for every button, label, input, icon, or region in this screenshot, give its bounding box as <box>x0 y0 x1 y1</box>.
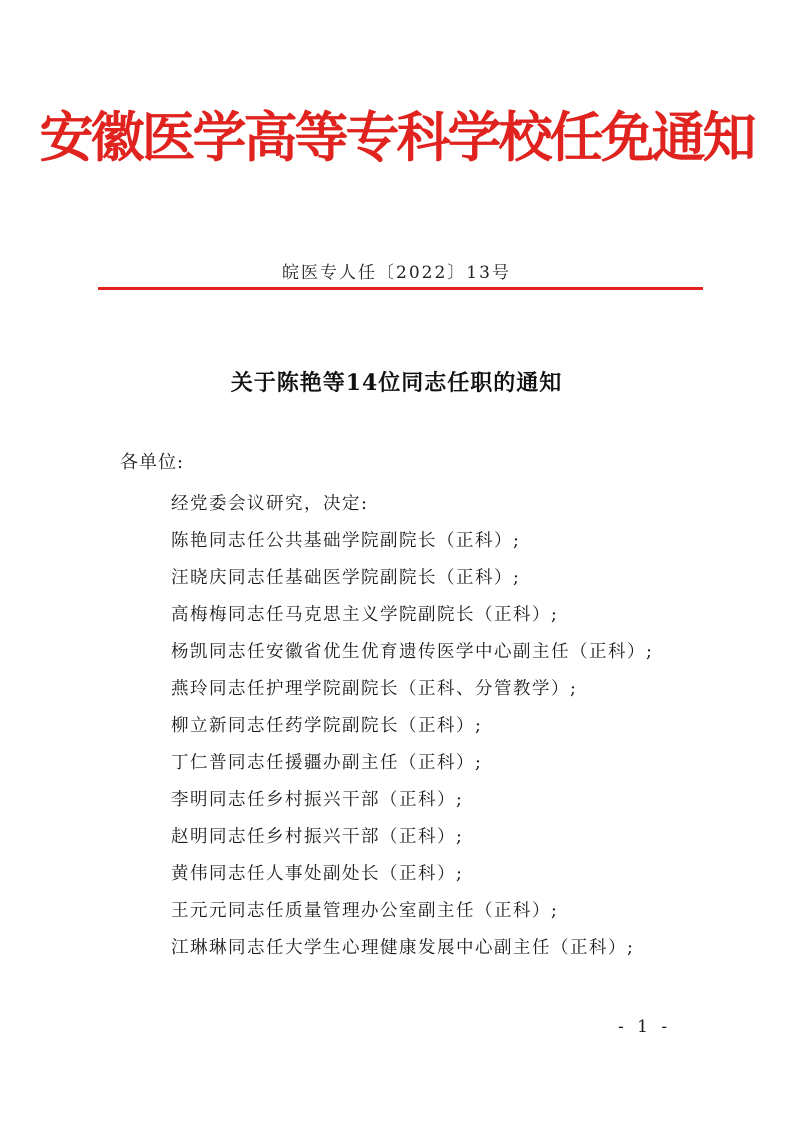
document-header-title: 安徽医学高等专科学校任免通知 <box>39 106 754 169</box>
appointment-line: 陈艳同志任公共基础学院副院长（正科）; <box>171 531 521 551</box>
appointment-line: 汪晓庆同志任基础医学院副院长（正科）; <box>171 568 521 588</box>
appointment-line: 李明同志任乡村振兴干部（正科）; <box>171 790 464 810</box>
appointment-line: 丁仁普同志任援疆办副主任（正科）; <box>171 753 483 773</box>
decision-intro: 经党委会议研究，决定: <box>171 494 369 514</box>
appointment-line: 赵明同志任乡村振兴干部（正科）; <box>171 827 464 847</box>
appointment-line: 高梅梅同志任马克思主义学院副院长（正科）; <box>171 605 559 625</box>
appointment-line: 燕玲同志任护理学院副院长（正科、分管教学）; <box>171 679 578 699</box>
red-divider-line <box>98 287 703 290</box>
appointment-line: 柳立新同志任药学院副院长（正科）; <box>171 716 483 736</box>
salutation: 各单位: <box>120 452 185 473</box>
appointment-line: 杨凯同志任安徽省优生优育遗传医学中心副主任（正科）; <box>171 642 654 662</box>
appointment-line: 江琳琳同志任大学生心理健康发展中心副主任（正科）; <box>171 938 635 958</box>
appointment-line: 黄伟同志任人事处副处长（正科）; <box>171 864 464 884</box>
appointment-line: 王元元同志任质量管理办公室副主任（正科）; <box>171 901 559 921</box>
notice-body <box>171 486 653 967</box>
page-number: - 1 - <box>618 1017 672 1037</box>
notice-title: 关于陈艳等14位同志任职的通知 <box>230 370 563 396</box>
document-number: 皖医专人任〔2022〕13号 <box>282 263 511 283</box>
